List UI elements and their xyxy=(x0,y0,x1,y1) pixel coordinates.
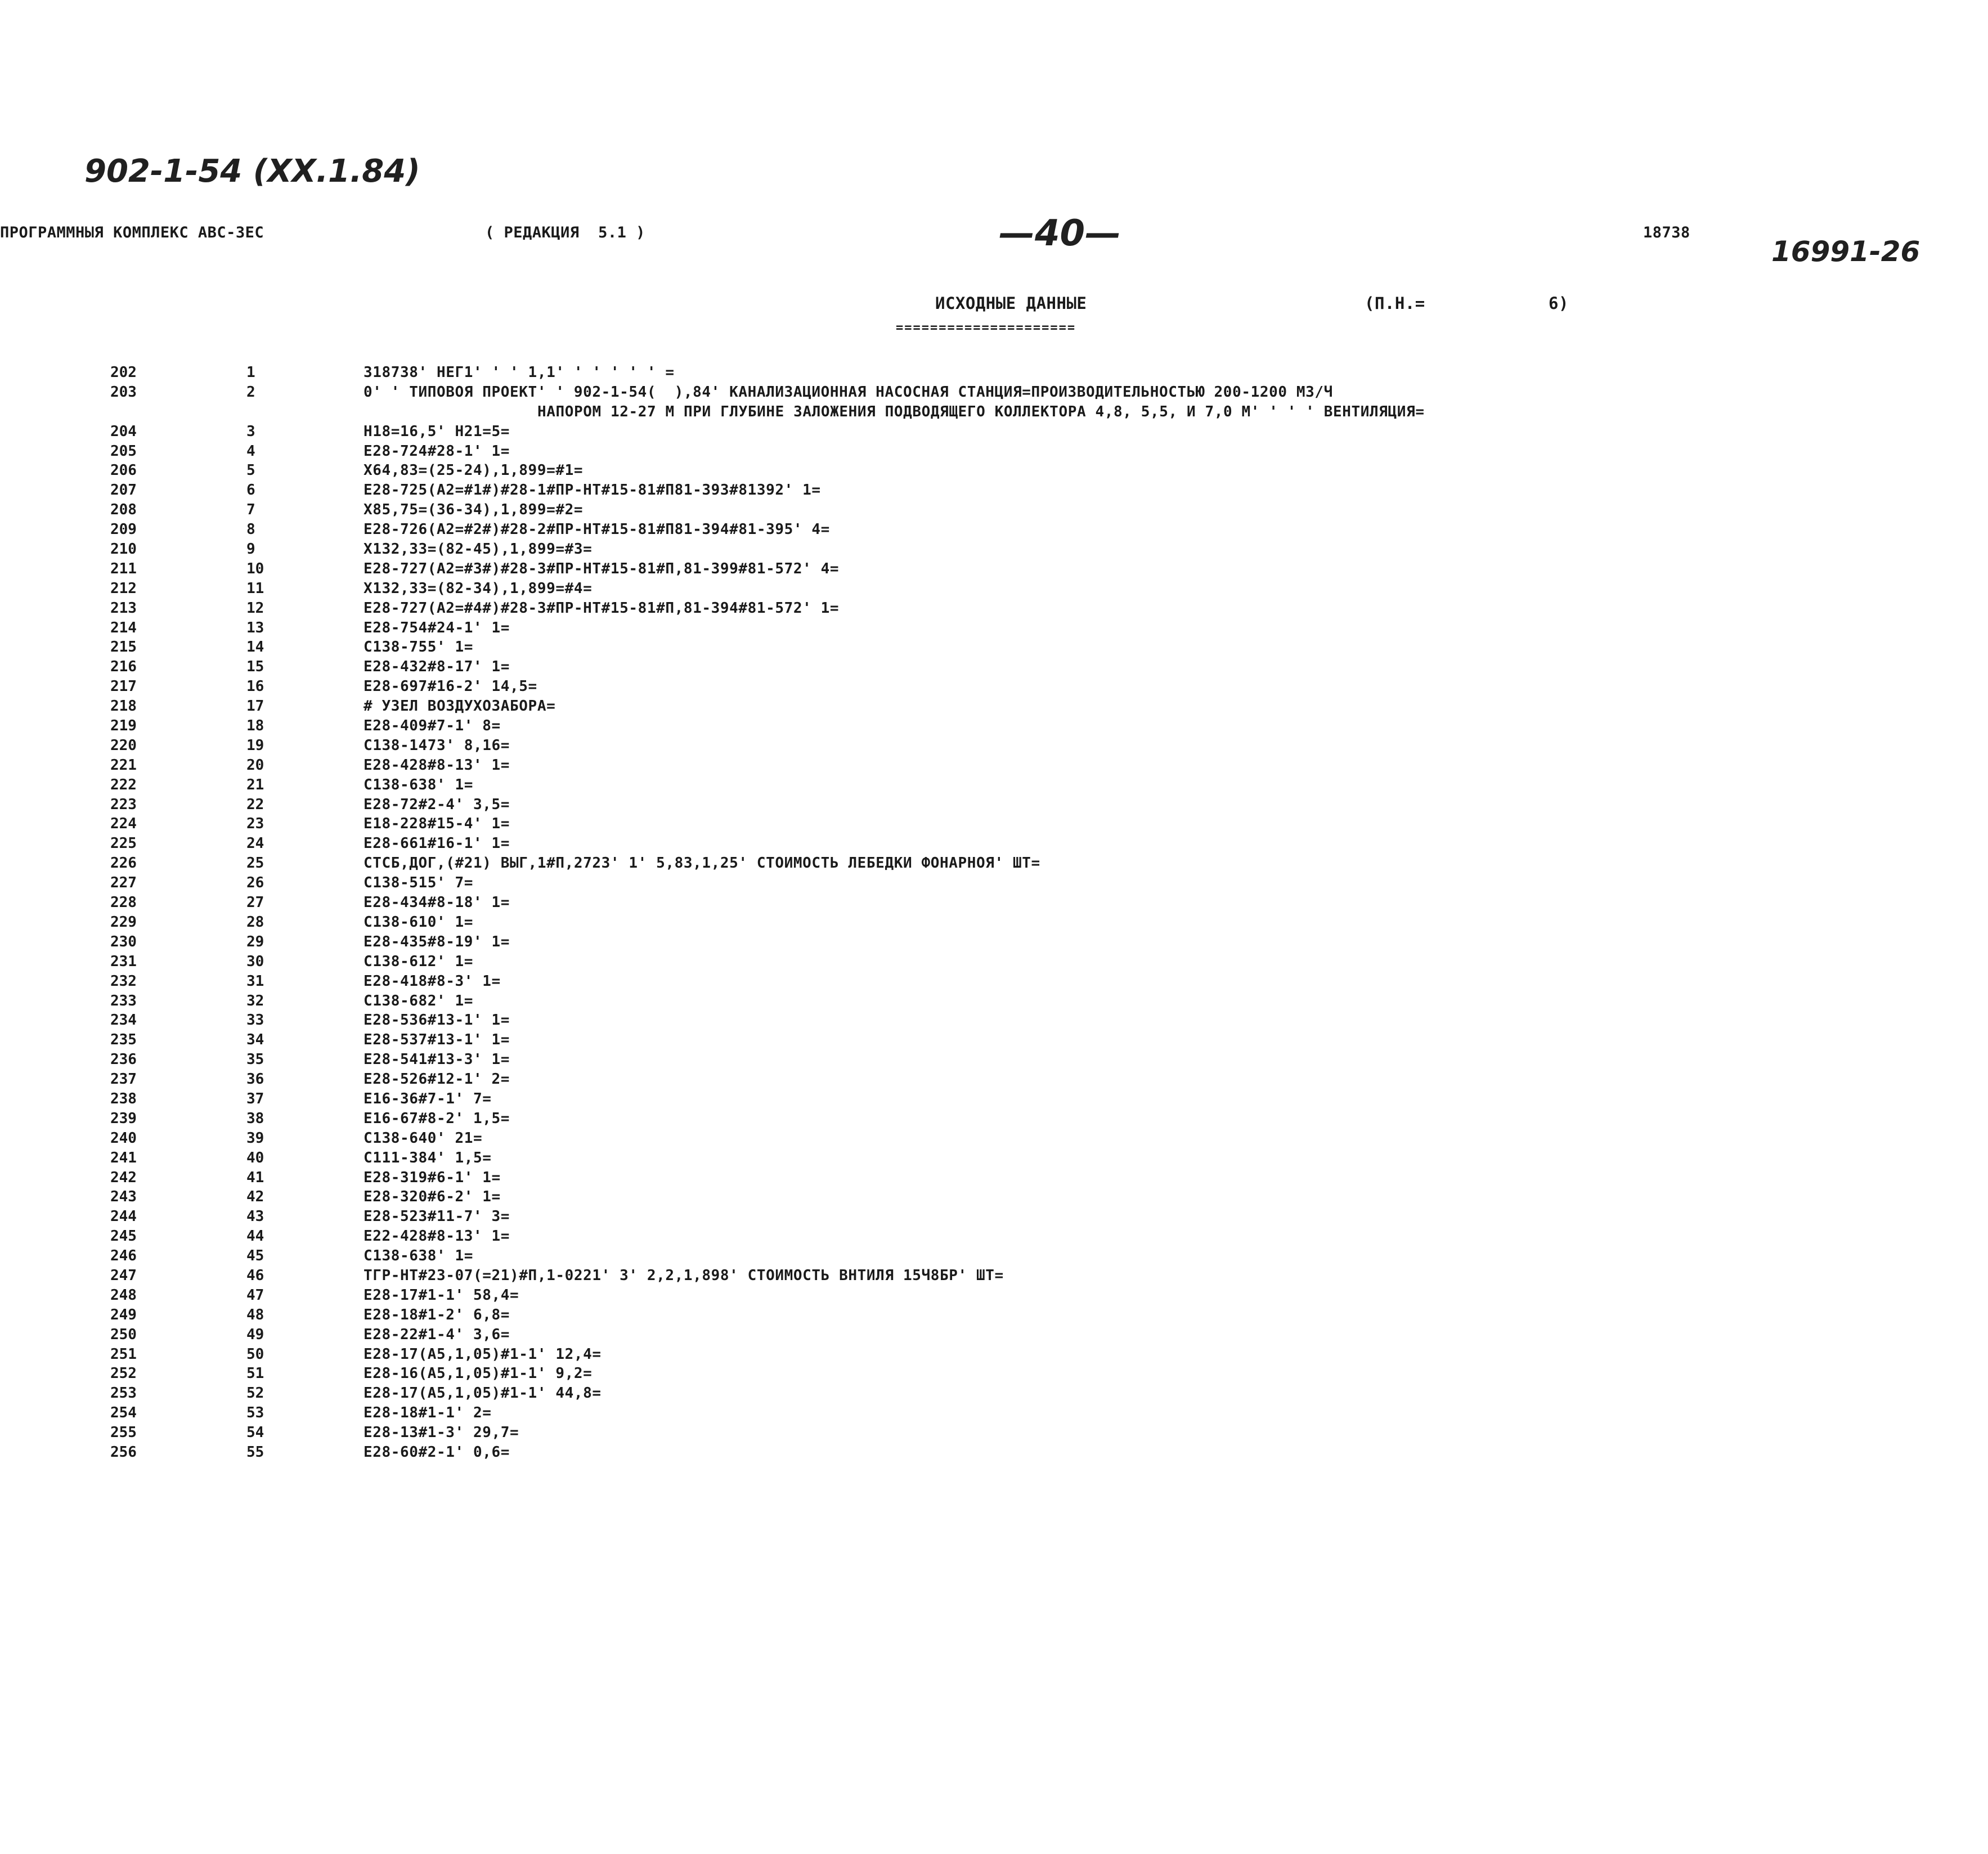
record-text: Е16-67#8-2' 1,5= xyxy=(364,1110,510,1127)
listing-row xyxy=(0,657,1988,677)
record-text: Е28-18#1-1' 2= xyxy=(364,1404,492,1422)
line-number: 220 xyxy=(110,737,137,754)
listing-row xyxy=(0,814,1988,834)
line-number: 242 xyxy=(110,1169,137,1186)
listing-row xyxy=(0,500,1988,520)
line-number: 202 xyxy=(110,364,137,381)
record-text: Х85,75=(36-34),1,899=#2= xyxy=(364,501,584,519)
listing-row xyxy=(0,520,1988,540)
record-number: 47 xyxy=(246,1286,264,1304)
listing-row xyxy=(0,677,1988,697)
record-number: 51 xyxy=(246,1365,264,1382)
listing-row xyxy=(0,1089,1988,1109)
record-number: 42 xyxy=(246,1188,264,1206)
line-number: 234 xyxy=(110,1012,137,1029)
record-text: Е28-434#8-18' 1= xyxy=(364,894,510,912)
record-number: 15 xyxy=(246,658,264,676)
record-number: 52 xyxy=(246,1385,264,1402)
line-number: 255 xyxy=(110,1424,137,1442)
record-text: Е28-17(А5,1,05)#1-1' 44,8= xyxy=(364,1385,602,1402)
record-text: Е28-22#1-4' 3,6= xyxy=(364,1326,510,1343)
listing-row xyxy=(0,540,1988,559)
record-number: 28 xyxy=(246,913,264,931)
record-number: 32 xyxy=(246,992,264,1009)
line-number: 226 xyxy=(110,855,137,872)
edition-label: ( РЕДАКЦИЯ 5.1 ) xyxy=(485,224,645,241)
line-number: 230 xyxy=(110,933,137,950)
line-number: 205 xyxy=(110,442,137,460)
record-text: Е28-697#16-2' 14,5= xyxy=(364,678,537,695)
record-number: 3 xyxy=(246,423,255,440)
line-number: 233 xyxy=(110,992,137,1009)
record-text: Е28-541#13-3' 1= xyxy=(364,1051,510,1069)
record-text: С111-384' 1,5= xyxy=(364,1149,492,1166)
listing-row xyxy=(0,913,1988,932)
program-title: ПРОГРАММНЫЯ КОМПЛЕКС АВС-ЗЕС xyxy=(0,224,264,241)
line-number: 243 xyxy=(110,1188,137,1206)
record-text: 318738' НЕГ1' ' ' 1,1' ' ' ' ' ' = xyxy=(364,364,675,381)
listing-row xyxy=(0,559,1988,579)
line-number: 236 xyxy=(110,1051,137,1069)
record-text: Е28-526#12-1' 2= xyxy=(364,1071,510,1088)
listing-row xyxy=(0,991,1988,1011)
listing-row xyxy=(0,1345,1988,1364)
line-number: 253 xyxy=(110,1385,137,1402)
record-text: С138-610' 1= xyxy=(364,913,474,931)
listing-row xyxy=(0,1305,1988,1325)
stamp-number: 16991-26 xyxy=(1771,235,1920,268)
record-number: 21 xyxy=(246,776,264,793)
line-number: 239 xyxy=(110,1110,137,1127)
record-text: Е28-725(А2=#1#)#28-1#ПР-НТ#15-81#П81-393#81392' 1= xyxy=(364,482,821,499)
line-number: 231 xyxy=(110,953,137,970)
record-number: 44 xyxy=(246,1228,264,1245)
record-text: Е28-16(А5,1,05)#1-1' 9,2= xyxy=(364,1365,593,1382)
listing-row xyxy=(0,579,1988,599)
listing-row xyxy=(0,1148,1988,1168)
record-number: 35 xyxy=(246,1051,264,1069)
record-number: 6 xyxy=(246,482,255,499)
line-number: 229 xyxy=(110,913,137,931)
record-text: С138-515' 7= xyxy=(364,874,474,892)
listing-row xyxy=(0,716,1988,736)
listing-row xyxy=(0,422,1988,442)
listing-row xyxy=(0,1266,1988,1286)
code-right: 18738 xyxy=(1643,224,1690,241)
section-title: ИСХОДНЫЕ ДАННЫЕ xyxy=(935,294,1087,313)
line-number: 246 xyxy=(110,1247,137,1265)
line-number: 209 xyxy=(110,521,137,538)
record-text: Е28-13#1-3' 29,7= xyxy=(364,1424,519,1442)
record-text: СТСБ,ДОГ,(#21) ВЫГ,1#П,2723' 1' 5,83,1,25' СТОИМОСТЬ ЛЕБЕДКИ ФОНАРНОЯ' ШТ= xyxy=(364,855,1040,872)
listing-row xyxy=(0,1403,1988,1423)
record-number: 29 xyxy=(246,933,264,950)
listing-row xyxy=(0,1011,1988,1030)
record-number: 36 xyxy=(246,1071,264,1088)
record-number: 17 xyxy=(246,698,264,715)
record-text: НАПОРОМ 12-27 М ПРИ ГЛУБИНЕ ЗАЛОЖЕНИЯ ПОДВОДЯЩЕГО КОЛЛЕКТОРА 4,8, 5,5, И 7,0 М' ' ' ' ВЕНТИЛЯЦИЯ= xyxy=(537,403,1425,420)
line-number: 206 xyxy=(110,462,137,479)
listing-row xyxy=(0,1364,1988,1384)
record-number: 27 xyxy=(246,894,264,912)
record-number: 2 xyxy=(246,383,255,401)
record-text: ТГР-НТ#23-07(=21)#П,1-0221' 3' 2,2,1,898' СТОИМОСТЬ ВНТИЛЯ 15Ч8БР' ШТ= xyxy=(364,1267,1004,1284)
record-text: Е28-17#1-1' 58,4= xyxy=(364,1286,519,1304)
line-number: 227 xyxy=(110,874,137,892)
listing-row xyxy=(0,1070,1988,1089)
record-text: Е28-319#6-1' 1= xyxy=(364,1169,501,1186)
record-text: Е28-432#8-17' 1= xyxy=(364,658,510,676)
line-number: 218 xyxy=(110,698,137,715)
listing-row xyxy=(0,481,1988,500)
record-number: 30 xyxy=(246,953,264,970)
listing-row xyxy=(0,775,1988,795)
record-number: 53 xyxy=(246,1404,264,1422)
record-text: Е28-727(А2=#4#)#28-3#ПР-НТ#15-81#П,81-394#81-572' 1= xyxy=(364,599,840,617)
record-text: Е28-17(А5,1,05)#1-1' 12,4= xyxy=(364,1345,602,1363)
record-text: Е28-428#8-13' 1= xyxy=(364,756,510,774)
record-number: 39 xyxy=(246,1129,264,1147)
line-number: 254 xyxy=(110,1404,137,1422)
listing-row xyxy=(0,697,1988,716)
record-number: 23 xyxy=(246,815,264,833)
line-number: 232 xyxy=(110,972,137,990)
line-number: 237 xyxy=(110,1071,137,1088)
record-number: 22 xyxy=(246,796,264,813)
record-text: Е28-754#24-1' 1= xyxy=(364,619,510,636)
listing-row xyxy=(0,1207,1988,1227)
line-number: 224 xyxy=(110,815,137,833)
listing-row xyxy=(0,736,1988,756)
record-number: 14 xyxy=(246,639,264,656)
record-text: Е28-537#13-1' 1= xyxy=(364,1031,510,1049)
record-number: 24 xyxy=(246,835,264,852)
record-text: Е28-727(А2=#3#)#28-3#ПР-НТ#15-81#П,81-399#81-572' 4= xyxy=(364,560,840,577)
listing-row xyxy=(0,1050,1988,1070)
record-text: Е28-72#2-4' 3,5= xyxy=(364,796,510,813)
record-number: 8 xyxy=(246,521,255,538)
section-number: 6) xyxy=(1549,294,1569,313)
listing-row xyxy=(0,756,1988,775)
listing-row xyxy=(0,1030,1988,1050)
record-number: 5 xyxy=(246,462,255,479)
record-text: Е28-409#7-1' 8= xyxy=(364,717,501,735)
line-number: 212 xyxy=(110,580,137,597)
line-number: 222 xyxy=(110,776,137,793)
record-number: 38 xyxy=(246,1110,264,1127)
line-number: 204 xyxy=(110,423,137,440)
record-text: С138-638' 1= xyxy=(364,1247,474,1265)
line-number: 211 xyxy=(110,560,137,577)
line-number: 235 xyxy=(110,1031,137,1049)
line-number: 241 xyxy=(110,1149,137,1166)
listing-row xyxy=(0,854,1988,873)
record-number: 19 xyxy=(246,737,264,754)
record-text: С138-755' 1= xyxy=(364,639,474,656)
record-number: 37 xyxy=(246,1090,264,1107)
line-number: 245 xyxy=(110,1228,137,1245)
record-number: 7 xyxy=(246,501,255,519)
listing-row xyxy=(0,1227,1988,1246)
listing-row xyxy=(0,1187,1988,1207)
record-number: 50 xyxy=(246,1345,264,1363)
record-number: 18 xyxy=(246,717,264,735)
line-number: 238 xyxy=(110,1090,137,1107)
record-text: С138-640' 21= xyxy=(364,1129,483,1147)
record-text: Х64,83=(25-24),1,899=#1= xyxy=(364,462,584,479)
listing-row xyxy=(0,1246,1988,1266)
record-text: Е28-523#11-7' 3= xyxy=(364,1208,510,1225)
document-code: 902-1-54 (XX.1.84) xyxy=(84,153,420,190)
record-number: 55 xyxy=(246,1443,264,1461)
record-number: 33 xyxy=(246,1012,264,1029)
line-number: 214 xyxy=(110,619,137,636)
section-note: (П.Н.= xyxy=(1365,294,1425,313)
record-text: Х132,33=(82-45),1,899=#3= xyxy=(364,541,593,558)
record-text: Е28-320#6-2' 1= xyxy=(364,1188,501,1206)
listing-row xyxy=(0,402,1988,422)
listing-row xyxy=(0,972,1988,991)
record-text: Х132,33=(82-34),1,899=#4= xyxy=(364,580,593,597)
line-number: 256 xyxy=(110,1443,137,1461)
listing-row xyxy=(0,952,1988,972)
line-number: 252 xyxy=(110,1365,137,1382)
line-number: 203 xyxy=(110,383,137,401)
line-number: 213 xyxy=(110,599,137,617)
record-number: 25 xyxy=(246,855,264,872)
listing-row xyxy=(0,1109,1988,1129)
line-number: 251 xyxy=(110,1345,137,1363)
record-text: С138-1473' 8,16= xyxy=(364,737,510,754)
record-text: Е28-60#2-1' 0,6= xyxy=(364,1443,510,1461)
line-number: 207 xyxy=(110,482,137,499)
listing xyxy=(0,363,1988,1462)
line-number: 225 xyxy=(110,835,137,852)
record-number: 34 xyxy=(246,1031,264,1049)
record-text: Е16-36#7-1' 7= xyxy=(364,1090,492,1107)
record-text: Е18-228#15-4' 1= xyxy=(364,815,510,833)
record-number: 45 xyxy=(246,1247,264,1265)
line-number: 217 xyxy=(110,678,137,695)
record-number: 31 xyxy=(246,972,264,990)
line-number: 247 xyxy=(110,1267,137,1284)
line-number: 215 xyxy=(110,639,137,656)
record-number: 13 xyxy=(246,619,264,636)
listing-row xyxy=(0,1423,1988,1443)
listing-row xyxy=(0,618,1988,638)
record-number: 26 xyxy=(246,874,264,892)
record-number: 40 xyxy=(246,1149,264,1166)
record-text: 0' ' ТИПОВОЯ ПРОЕКТ' ' 902-1-54( ),84' КАНАЛИЗАЦИОННАЯ НАСОСНАЯ СТАНЦИЯ=ПРОИЗВОДИТЕЛЬНОСТЬЮ 200-1200 МЗ/Ч xyxy=(364,383,1333,401)
listing-row xyxy=(0,795,1988,815)
record-text: Е28-726(А2=#2#)#28-2#ПР-НТ#15-81#П81-394#81-395' 4= xyxy=(364,521,830,538)
record-number: 10 xyxy=(246,560,264,577)
record-number: 54 xyxy=(246,1424,264,1442)
line-number: 228 xyxy=(110,894,137,912)
line-number: 208 xyxy=(110,501,137,519)
line-number: 249 xyxy=(110,1306,137,1323)
record-text: Е28-418#8-3' 1= xyxy=(364,972,501,990)
line-number: 240 xyxy=(110,1129,137,1147)
listing-row xyxy=(0,1443,1988,1462)
line-number: 221 xyxy=(110,756,137,774)
listing-row xyxy=(0,932,1988,952)
record-text: С138-638' 1= xyxy=(364,776,474,793)
record-number: 43 xyxy=(246,1208,264,1225)
listing-row xyxy=(0,834,1988,854)
listing-row xyxy=(0,383,1988,402)
listing-row xyxy=(0,1168,1988,1188)
sheet-number: —40— xyxy=(999,213,1121,254)
line-number: 216 xyxy=(110,658,137,676)
listing-row xyxy=(0,442,1988,461)
record-text: Е28-18#1-2' 6,8= xyxy=(364,1306,510,1323)
record-text: Е28-724#28-1' 1= xyxy=(364,442,510,460)
record-text: # УЗЕЛ ВОЗДУХОЗАБОРА= xyxy=(364,698,556,715)
section-underline: ===================== xyxy=(896,321,1076,335)
line-number: 248 xyxy=(110,1286,137,1304)
record-number: 1 xyxy=(246,364,255,381)
record-text: Е28-536#13-1' 1= xyxy=(364,1012,510,1029)
record-text: Е28-661#16-1' 1= xyxy=(364,835,510,852)
listing-row xyxy=(0,1286,1988,1305)
listing-row xyxy=(0,599,1988,618)
record-number: 48 xyxy=(246,1306,264,1323)
record-number: 20 xyxy=(246,756,264,774)
record-number: 16 xyxy=(246,678,264,695)
listing-row xyxy=(0,638,1988,657)
record-text: Н18=16,5' Н21=5= xyxy=(364,423,510,440)
line-number: 219 xyxy=(110,717,137,735)
listing-row xyxy=(0,1129,1988,1148)
listing-row xyxy=(0,873,1988,893)
record-number: 41 xyxy=(246,1169,264,1186)
listing-row xyxy=(0,1325,1988,1345)
line-number: 223 xyxy=(110,796,137,813)
listing-row xyxy=(0,461,1988,481)
listing-row xyxy=(0,1384,1988,1403)
record-number: 11 xyxy=(246,580,264,597)
record-number: 9 xyxy=(246,541,255,558)
line-number: 250 xyxy=(110,1326,137,1343)
record-number: 12 xyxy=(246,599,264,617)
record-number: 4 xyxy=(246,442,255,460)
record-text: Е22-428#8-13' 1= xyxy=(364,1228,510,1245)
record-number: 46 xyxy=(246,1267,264,1284)
line-number: 210 xyxy=(110,541,137,558)
line-number: 244 xyxy=(110,1208,137,1225)
listing-row xyxy=(0,893,1988,913)
listing-row xyxy=(0,363,1988,383)
record-number: 49 xyxy=(246,1326,264,1343)
record-text: С138-682' 1= xyxy=(364,992,474,1009)
record-text: С138-612' 1= xyxy=(364,953,474,970)
record-text: Е28-435#8-19' 1= xyxy=(364,933,510,950)
